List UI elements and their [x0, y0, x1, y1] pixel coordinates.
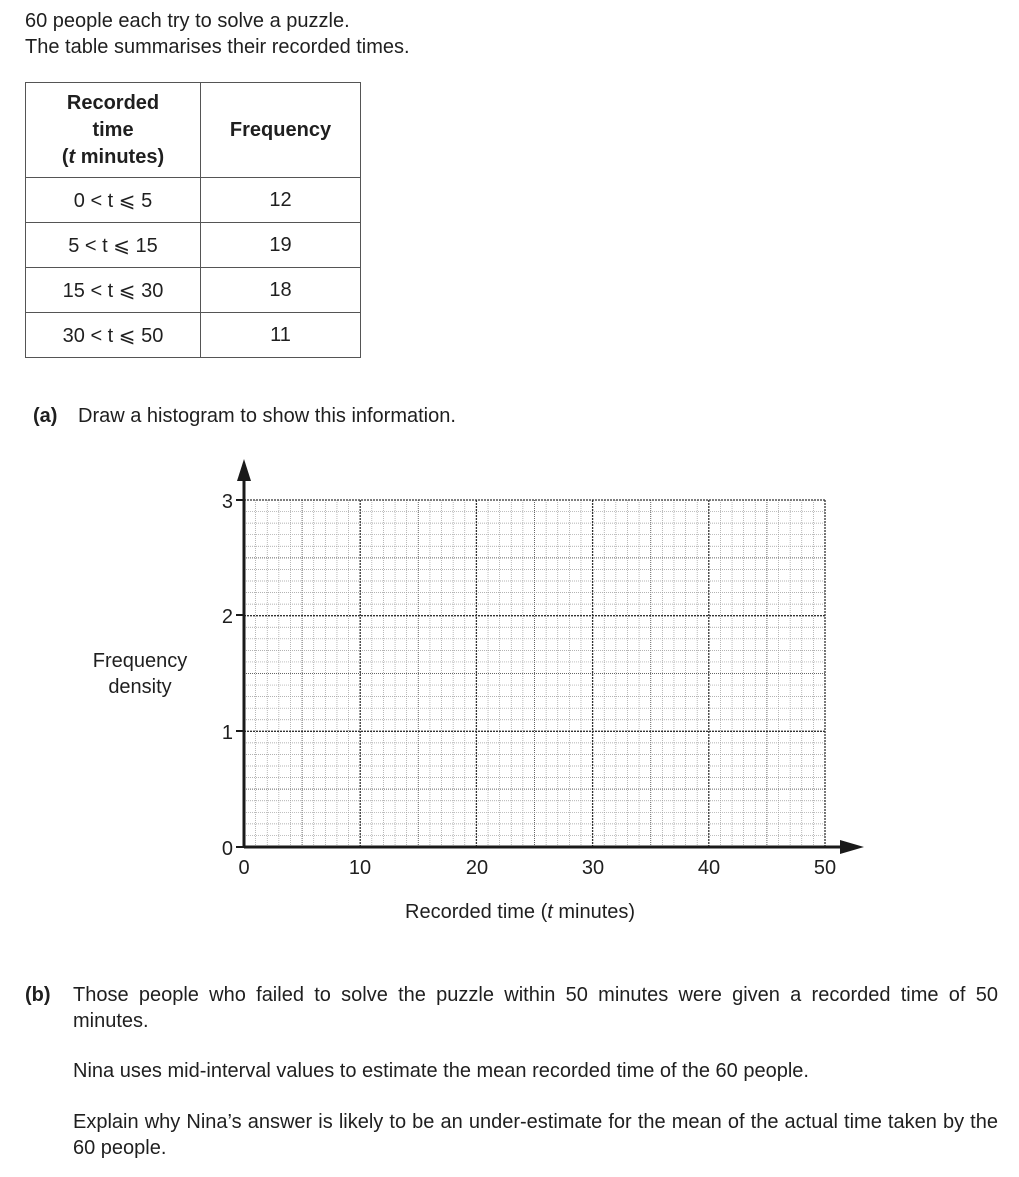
y-axis-label-line-1: Frequency	[92, 650, 188, 672]
histogram-grid[interactable]	[0, 455, 900, 885]
x-axis-label-prefix: Recorded time (	[405, 901, 548, 923]
x-tick-label-10: 10	[348, 857, 372, 879]
interval-cell: 15 < t ⩽ 30	[26, 268, 201, 313]
y-axis-label-line-2: density	[108, 676, 172, 698]
y-tick-label-2: 2	[221, 606, 233, 628]
frequency-cell: 12	[201, 178, 361, 223]
intro-line-2: The table summarises their recorded times.	[25, 36, 410, 58]
y-tick-label-1: 1	[221, 722, 233, 744]
intro-line-1: 60 people each try to solve a puzzle.	[25, 10, 350, 32]
part-b-paragraph-2: Nina uses mid-interval values to estimate the mean recorded time of the 60 people.	[73, 1060, 809, 1082]
part-b-label: (b)	[25, 984, 51, 1006]
x-tick-label-40: 40	[697, 857, 721, 879]
header-time-variable: t	[68, 145, 76, 168]
header-recorded-time	[26, 83, 201, 178]
header-time-paren: (	[61, 145, 69, 168]
table-header-row	[26, 83, 361, 178]
x-tick-label-20: 20	[465, 857, 489, 879]
table-row	[26, 178, 361, 223]
part-a-text: Draw a histogram to show this information.	[78, 405, 456, 427]
frequency-cell: 11	[201, 313, 361, 358]
axes	[237, 459, 864, 854]
part-a-label: (a)	[33, 405, 58, 427]
interval-cell: 5 < t ⩽ 15	[26, 223, 201, 268]
frequency-cell: 19	[201, 223, 361, 268]
minor-grid	[244, 500, 825, 847]
part-b-paragraph-3: Explain why Nina’s answer is likely to be an under-estimate for the mean of the actual time taken by the 60 people.	[73, 1111, 998, 1159]
x-tick-labels	[238, 857, 836, 879]
y-tick-label-0: 0	[221, 838, 233, 860]
frequency-cell: 18	[201, 268, 361, 313]
table-row	[26, 313, 361, 358]
table-row	[26, 223, 361, 268]
x-tick-label-30: 30	[581, 857, 605, 879]
x-axis-label	[405, 901, 635, 924]
y-tick-labels	[222, 491, 233, 860]
table-row	[26, 268, 361, 313]
x-tick-label-0: 0	[238, 857, 250, 879]
header-time-line-2: time	[92, 118, 134, 141]
x-axis-label-suffix: minutes)	[552, 901, 636, 923]
frequency-table	[25, 82, 361, 358]
interval-cell: 30 < t ⩽ 50	[26, 313, 201, 358]
interval-cell: 0 < t ⩽ 5	[26, 178, 201, 223]
y-tick-label-3: 3	[221, 491, 233, 513]
x-axis-label-variable: t	[547, 901, 553, 923]
part-b-paragraph-1: Those people who failed to solve the puzzle within 50 minutes were given a recorded time of 50 minutes.	[73, 984, 998, 1032]
x-tick-label-50: 50	[813, 857, 837, 879]
header-frequency: Frequency	[201, 83, 361, 178]
intro-text	[25, 8, 410, 60]
x-axis-arrow-icon	[840, 840, 864, 854]
header-time-line-1: Recorded	[66, 91, 160, 114]
y-axis-arrow-icon	[237, 459, 251, 481]
header-time-unit: minutes)	[75, 145, 165, 168]
